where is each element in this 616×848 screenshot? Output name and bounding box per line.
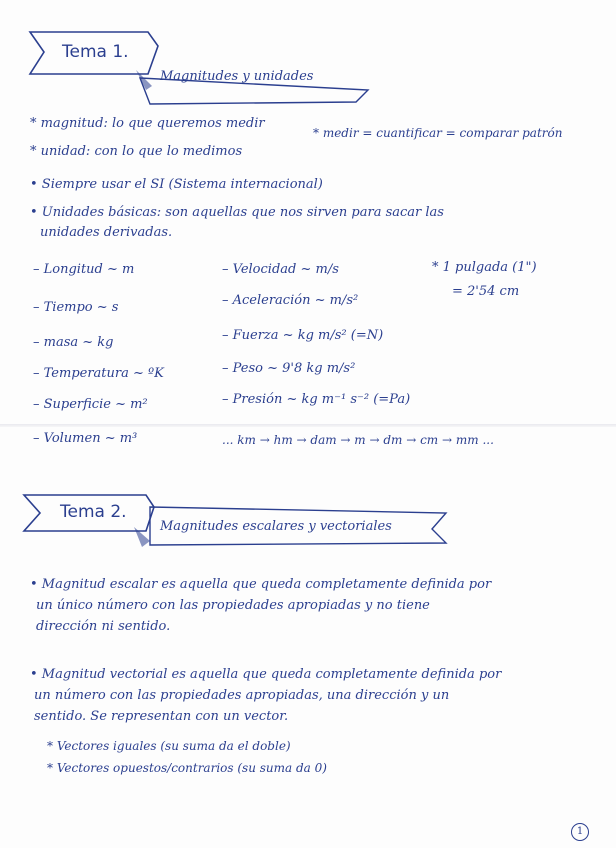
- bullet-basicas-line1: • Unidades básicas: son aquellas que nos sirven para sacar las: [30, 205, 444, 220]
- paper-fold-line: [0, 424, 616, 427]
- escalar-paragraph: [30, 574, 550, 637]
- escalar-line-1: • Magnitud escalar es aquella que queda completamente definida por: [30, 577, 492, 592]
- vectorial-line-1: • Magnitud vectorial es aquella que queda completamente definida por: [30, 667, 502, 682]
- note-pulgada-value: = 2'54 cm: [452, 284, 520, 299]
- vectorial-line-3: sentido. Se representan con un vector.: [34, 709, 289, 724]
- unit-length-scale: ... km → hm → dam → m → dm → cm → mm ...: [222, 433, 494, 447]
- tema-1-header: [28, 30, 378, 105]
- page-number: 1: [571, 823, 589, 841]
- escalar-line-2: un único número con las propiedades apropiadas y no tiene: [36, 598, 430, 613]
- unit-temperatura: – Temperatura ~ ºK: [33, 366, 164, 381]
- tema-2-header: [22, 493, 452, 551]
- vectorial-line-2: un número con las propiedades apropiadas, una dirección y un: [34, 688, 450, 703]
- def-magnitud: * magnitud: lo que queremos medir: [30, 116, 265, 131]
- vectores-opuestos: * Vectores opuestos/contrarios (su suma da 0): [47, 761, 327, 775]
- escalar-line-3: dirección ni sentido.: [36, 619, 171, 634]
- unit-masa: – masa ~ kg: [33, 335, 114, 350]
- unit-aceleracion: – Aceleración ~ m/s²: [222, 293, 359, 308]
- vectores-iguales: * Vectores iguales (su suma da el doble): [47, 739, 291, 753]
- unit-volumen: – Volumen ~ m³: [33, 431, 138, 446]
- unit-fuerza: – Fuerza ~ kg m/s² (=N): [222, 328, 384, 343]
- tema-2-label: Tema 2.: [60, 502, 127, 522]
- unit-presion: – Presión ~ kg m⁻¹ s⁻² (=Pa): [222, 392, 411, 407]
- note-pulgada: * 1 pulgada (1"): [432, 260, 537, 275]
- def-medir: * medir = cuantificar = comparar patrón: [313, 126, 563, 140]
- bullet-si: • Siempre usar el SI (Sistema internacional): [30, 177, 323, 192]
- unit-longitud: – Longitud ~ m: [33, 262, 135, 277]
- vectorial-paragraph: [30, 664, 550, 727]
- unit-superficie: – Superficie ~ m²: [33, 397, 148, 412]
- bullet-basicas-line2: unidades derivadas.: [40, 225, 173, 240]
- tema-2-subtitle: Magnitudes escalares y vectoriales: [160, 519, 392, 534]
- tema-1-subtitle: Magnitudes y unidades: [160, 69, 314, 84]
- def-unidad: * unidad: con lo que lo medimos: [30, 144, 243, 159]
- tema-1-label: Tema 1.: [62, 42, 129, 62]
- unit-tiempo: – Tiempo ~ s: [33, 300, 119, 315]
- unit-velocidad: – Velocidad ~ m/s: [222, 262, 339, 277]
- unit-peso: – Peso ~ 9'8 kg m/s²: [222, 361, 356, 376]
